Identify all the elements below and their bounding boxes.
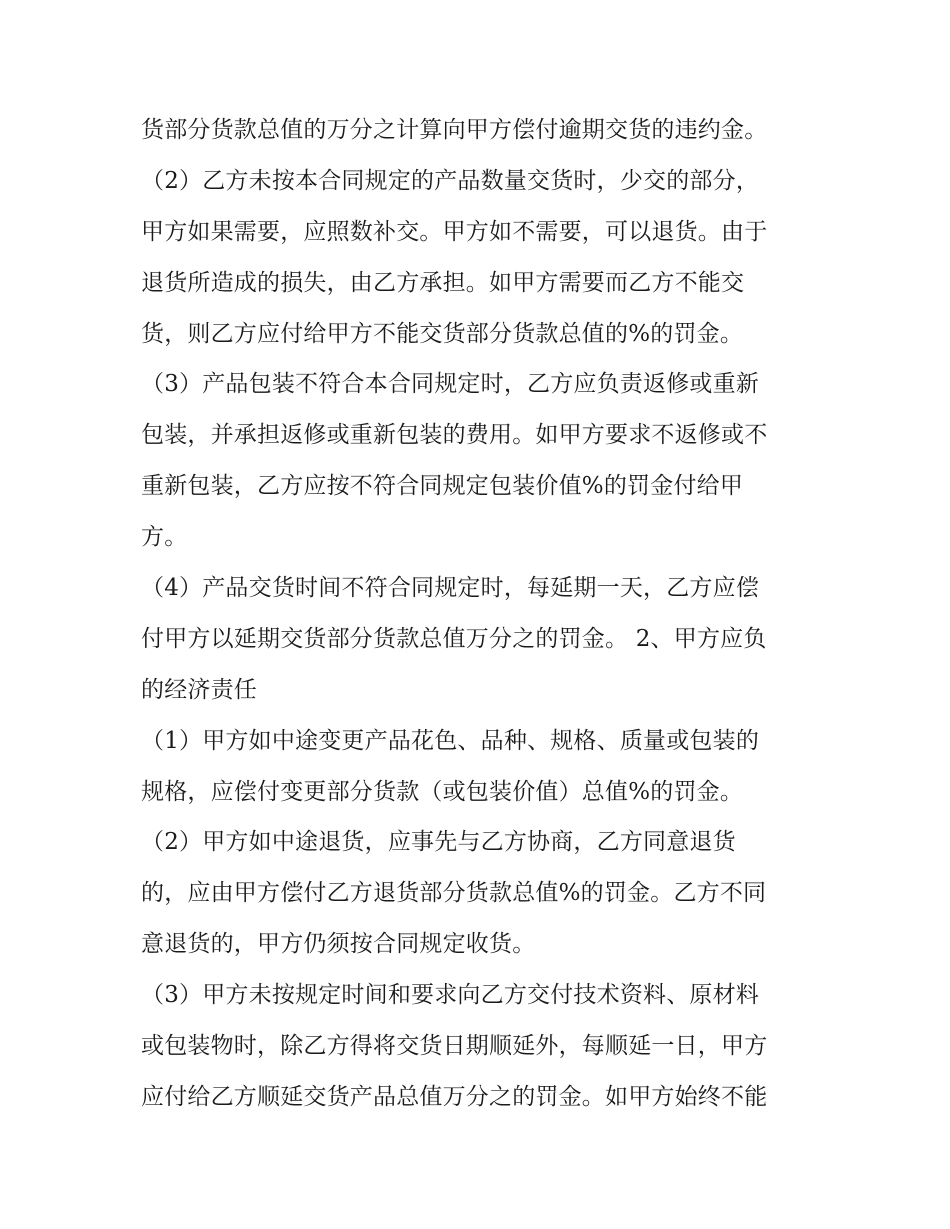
text-line: 应付给乙方顺延交货产品总值万分之的罚金。如甲方始终不能: [141, 1083, 768, 1110]
text-line: 甲方如果需要，应照数补交。甲方如不需要，可以退货。由于: [141, 218, 768, 245]
text-line: 规格，应偿付变更部分货款（或包装价值）总值%的罚金。: [141, 778, 744, 805]
text-line: 货部分货款总值的万分之计算向甲方偿付逾期交货的违约金。: [141, 117, 768, 143]
text-line: （1）甲方如中途变更产品花色、品种、规格、质量或包装的: [141, 727, 760, 754]
text-line: 包装，并承担返修或重新包装的费用。如甲方要求不返修或不: [141, 422, 768, 449]
text-line: （3）甲方未按规定时间和要求向乙方交付技术资料、原材料: [141, 982, 760, 1009]
text-line: 方。: [141, 524, 188, 551]
text-line: 或包装物时，除乙方得将交货日期顺延外，每顺延一日，甲方: [141, 1033, 768, 1060]
text-line: （2）乙方未按本合同规定的产品数量交货时，少交的部分，: [141, 167, 760, 194]
text-line: 货，则乙方应付给甲方不能交货部分货款总值的%的罚金。: [141, 320, 744, 347]
text-line: （2）甲方如中途退货，应事先与乙方协商，乙方同意退货: [141, 829, 736, 856]
text-line: 退货所造成的损失，由乙方承担。如甲方需要而乙方不能交: [141, 269, 745, 296]
text-line: （4）产品交货时间不符合同规定时，每延期一天，乙方应偿: [141, 575, 760, 602]
text-line: 重新包装，乙方应按不符合同规定包装价值%的罚金付给甲: [141, 473, 744, 500]
text-line: 的经济责任: [141, 676, 257, 703]
text-line: 的，应由甲方偿付乙方退货部分货款总值%的罚金。乙方不同: [141, 880, 767, 907]
text-line: 付甲方以延期交货部分货款总值万分之的罚金。 2、甲方应负: [141, 625, 767, 652]
text-line: （3）产品包装不符合本合同规定时，乙方应负责返修或重新: [141, 371, 760, 398]
contract-text-body: [141, 108, 821, 1126]
text-line: 意退货的，甲方仍须按合同规定收货。: [141, 931, 536, 958]
